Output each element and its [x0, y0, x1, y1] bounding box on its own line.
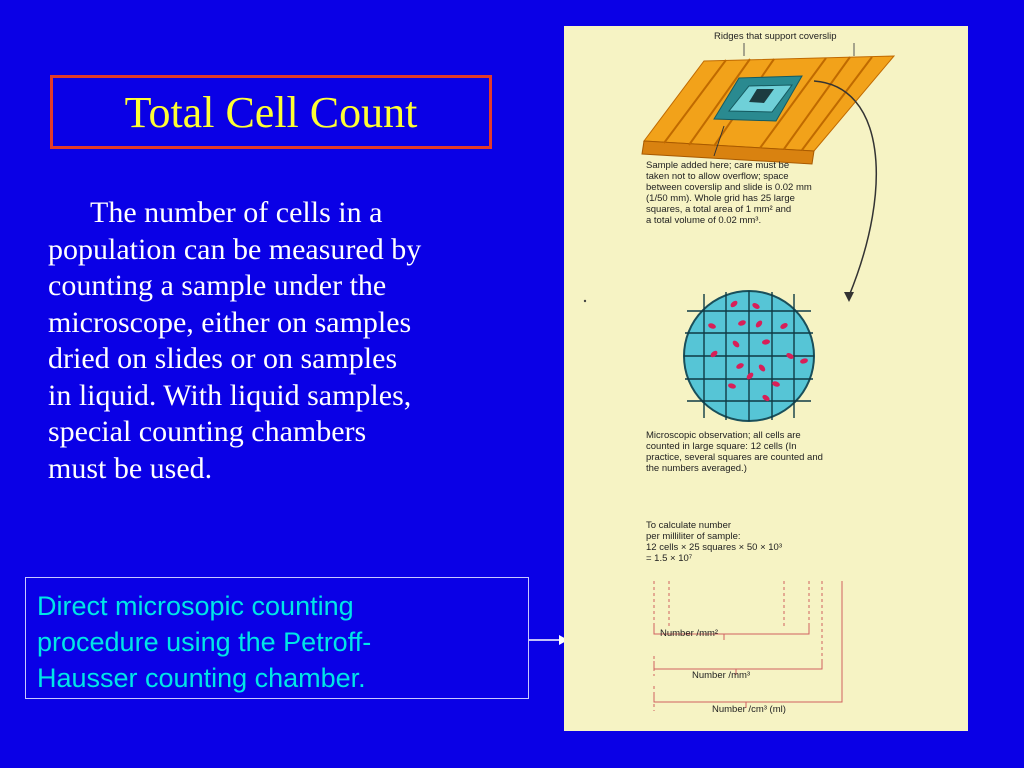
unit-label-milliliter: Number /cm³ (ml) [712, 704, 786, 715]
body-line-1: The number of cells in a [90, 196, 383, 229]
micro-line: counted in large square: 12 cells (In [646, 441, 797, 452]
body-paragraph [48, 195, 553, 487]
body-line-7: special counting chambers [48, 415, 367, 448]
calculation-label [646, 520, 782, 564]
sample-line: a total volume of 0.02 mm³. [646, 215, 762, 226]
counting-chamber-figure [564, 26, 968, 731]
caption-line-2: procedure using the Petroff- [37, 627, 372, 657]
microscopic-label [646, 430, 823, 474]
body-line-4: microscope, either on samples [48, 305, 412, 339]
micro-line: the numbers averaged.) [646, 463, 747, 474]
calc-line: To calculate number [646, 520, 732, 531]
caption-text [37, 588, 518, 696]
body-line-2: population can be measured by [48, 232, 422, 266]
ridges-label: Ridges that support coverslip [714, 31, 837, 42]
micro-line: practice, several squares are counted and [646, 452, 823, 463]
sample-line: squares, a total area of 1 mm² and [646, 204, 792, 215]
caption-line-1: Direct microsopic counting [37, 591, 354, 621]
slide-title: Total Cell Count [124, 87, 418, 137]
body-line-3: counting a sample under the [48, 269, 387, 302]
calc-line: per milliliter of sample: [646, 531, 741, 542]
calc-line: 12 cells × 25 squares × 50 × 10³ [646, 542, 782, 553]
sample-line: Sample added here; care must be [646, 160, 790, 171]
caption-box [25, 577, 529, 699]
sample-line: (1/50 mm). Whole grid has 25 large [646, 193, 795, 204]
sample-label [646, 160, 812, 226]
body-line-5: dried on slides or on samples [48, 342, 398, 375]
slide-icon [642, 56, 894, 164]
title-frame [50, 75, 492, 149]
chamber-illustration [564, 26, 968, 731]
unit-label-area: Number /mm² [660, 628, 719, 639]
microscope-field-icon [684, 291, 814, 421]
sample-line: taken not to allow overflow; space [646, 171, 789, 182]
unit-label-volume: Number /mm³ [692, 670, 751, 681]
body-line-6: in liquid. With liquid samples, [48, 378, 412, 412]
caption-line-3: Hausser counting chamber. [37, 663, 366, 693]
body-line-8: must be used. [48, 451, 213, 485]
calc-line: = 1.5 × 10⁷ [646, 553, 693, 564]
sample-line: between coverslip and slide is 0.02 mm [646, 182, 812, 193]
micro-line: Microscopic observation; all cells are [646, 430, 801, 441]
caption-arrow-icon [529, 632, 569, 648]
